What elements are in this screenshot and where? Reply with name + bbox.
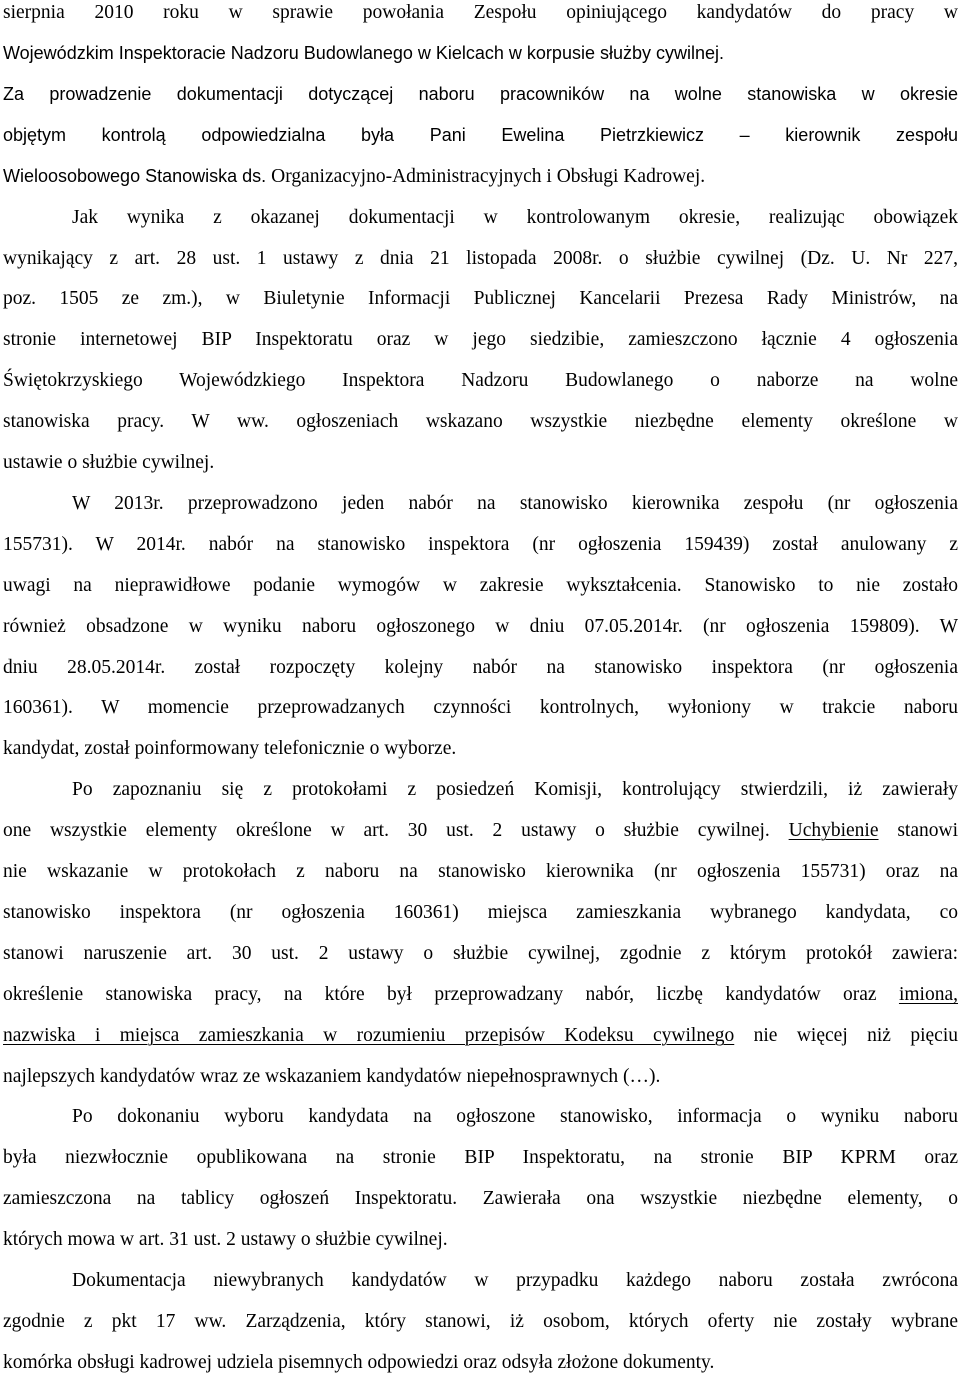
text-segment: poz. 1505 ze zm.), w Biuletynie Informacji Publicznej Kancelarii Prezesa Rady Ministrów, na — [3, 288, 958, 309]
text-segment: zgodnie z pkt 17 ww. Zarządzenia, który stanowi, iż osobom, których oferty nie zostały wybrane — [3, 1311, 958, 1332]
text-line — [3, 687, 958, 728]
text-segment: stronie internetowej BIP Inspektoratu oraz w jego siedzibie, zamieszczono łącznie 4 ogłoszenia — [3, 329, 958, 350]
text-segment: komórka obsługi kadrowej udziela pisemnych odpowiedzi oraz odsyła złożone dokumenty. — [3, 1352, 715, 1373]
text-segment: stanowi — [878, 820, 958, 841]
text-segment: ustawie o służbie cywilnej. — [3, 452, 215, 473]
text-segment: stanowi naruszenie art. 30 ust. 2 ustawy o służbie cywilnej, zgodnie z którym protokół zawiera: — [3, 943, 958, 964]
text-line — [3, 115, 958, 156]
text-segment: Wojewódzkim Inspektoracie Nadzoru Budowlanego w Kielcach w korpusie służby cywilnej. — [3, 43, 725, 63]
text-segment: określenie stanowiska pracy, na które był przeprowadzany nabór, liczbę kandydatów oraz — [3, 984, 899, 1005]
text-segment: których mowa w art. 31 ust. 2 ustawy o służbie cywilnej. — [3, 1229, 448, 1250]
text-segment: stanowiska pracy. W ww. ogłoszeniach wskazano wszystkie niezbędne elementy określone w — [3, 411, 958, 432]
text-line — [3, 33, 958, 74]
text-line — [3, 565, 958, 606]
text-segment: nie więcej niż pięciu — [734, 1025, 958, 1046]
text-segment: kandydat, został poinformowany telefonicznie o wyborze. — [3, 738, 457, 759]
text-line — [3, 851, 958, 892]
text-line — [3, 278, 958, 319]
text-line — [3, 483, 958, 524]
text-segment: Po zapoznaniu się z protokołami z posiedzeń Komisji, kontrolujący stwierdzili, iż zawierały — [72, 779, 958, 800]
text-segment: Wieloosobowego Stanowiska ds. — [3, 166, 272, 186]
underlined-text: imiona, — [898, 984, 958, 1005]
text-line — [3, 810, 958, 851]
text-line — [3, 442, 958, 483]
text-line — [3, 1015, 958, 1056]
underlined-text: Uchybienie — [788, 820, 879, 841]
text-line — [3, 1056, 958, 1097]
text-line — [3, 0, 958, 33]
text-segment: Po dokonaniu wyboru kandydata na ogłoszone stanowisko, informacja o wyniku naboru — [72, 1106, 958, 1127]
text-segment: 160361). W momencie przeprowadzanych czynności kontrolnych, wyłoniony w trakcie naboru — [3, 697, 958, 718]
text-segment: nie wskazanie w protokołach z naboru na stanowisko kierownika (nr ogłoszenia 155731) oraz na — [3, 861, 958, 882]
text-line — [3, 1260, 958, 1301]
text-segment: zamieszczona na tablicy ogłoszeń Inspektoratu. Zawierała ona wszystkie niezbędne elementy, o — [3, 1188, 958, 1209]
text-line — [3, 156, 958, 197]
text-line — [3, 1342, 958, 1383]
text-line — [3, 647, 958, 688]
text-line — [3, 728, 958, 769]
text-line — [3, 1096, 958, 1137]
text-line — [3, 401, 958, 442]
text-line — [3, 1301, 958, 1342]
text-line — [3, 1137, 958, 1178]
text-line — [3, 197, 958, 238]
text-line — [3, 769, 958, 810]
text-segment: uwagi na nieprawidłowe podanie wymogów w zakresie wykształcenia. Stanowisko to nie zostało — [3, 575, 958, 596]
text-segment: sierpnia 2010 roku w sprawie powołania Zespołu opiniującego kandydatów do pracy w — [3, 2, 958, 23]
text-segment: stanowisko inspektora (nr ogłoszenia 160361) miejsca zamieszkania wybranego kandydata, co — [3, 902, 958, 923]
text-segment: one wszystkie elementy określone w art. 30 ust. 2 ustawy o służbie cywilnej. — [3, 820, 789, 841]
text-segment: również obsadzone w wyniku naboru ogłoszonego w dniu 07.05.2014r. (nr ogłoszenia 159809). W — [3, 616, 958, 637]
text-segment: była niezwłocznie opublikowana na stronie BIP Inspektoratu, na stronie BIP KPRM oraz — [3, 1147, 958, 1168]
text-line — [3, 1178, 958, 1219]
text-line — [3, 238, 958, 279]
text-line — [3, 1219, 958, 1260]
text-segment: W 2013r. przeprowadzono jeden nabór na stanowisko kierownika zespołu (nr ogłoszenia — [72, 493, 958, 514]
underlined-text: nazwiska i miejsca zamieszkania w rozumieniu przepisów Kodeksu cywilnego — [3, 1025, 735, 1046]
text-line — [3, 933, 958, 974]
text-segment: wynikający z art. 28 ust. 1 ustawy z dnia 21 listopada 2008r. o służbie cywilnej (Dz. U. Nr 227, — [3, 248, 958, 269]
text-line — [3, 524, 958, 565]
text-line — [3, 606, 958, 647]
text-segment: Świętokrzyskiego Wojewódzkiego Inspektora Nadzoru Budowlanego o naborze na wolne — [3, 370, 958, 391]
text-segment: Organizacyjno-Administracyjnych i Obsługi Kadrowej. — [271, 166, 706, 187]
text-line — [3, 360, 958, 401]
text-segment: najlepszych kandydatów wraz ze wskazaniem kandydatów niepełnosprawnych (…). — [3, 1066, 661, 1087]
text-line — [3, 319, 958, 360]
text-line — [3, 892, 958, 933]
text-line — [3, 74, 958, 115]
text-segment: Za prowadzenie dokumentacji dotyczącej naboru pracowników na wolne stanowiska w okresie — [3, 84, 958, 104]
text-segment: Jak wynika z okazanej dokumentacji w kontrolowanym okresie, realizując obowiązek — [72, 207, 958, 228]
text-line — [3, 974, 958, 1015]
text-segment: objętym kontrolą odpowiedzialna była Pani Ewelina Pietrzkiewicz – kierownik zespołu — [3, 125, 958, 145]
text-segment: 155731). W 2014r. nabór na stanowisko inspektora (nr ogłoszenia 159439) został anulowany z — [3, 534, 958, 555]
text-segment: Dokumentacja niewybranych kandydatów w przypadku każdego naboru została zwrócona — [72, 1270, 958, 1291]
text-segment: dniu 28.05.2014r. został rozpoczęty kolejny nabór na stanowisko inspektora (nr ogłoszenia — [3, 657, 958, 678]
